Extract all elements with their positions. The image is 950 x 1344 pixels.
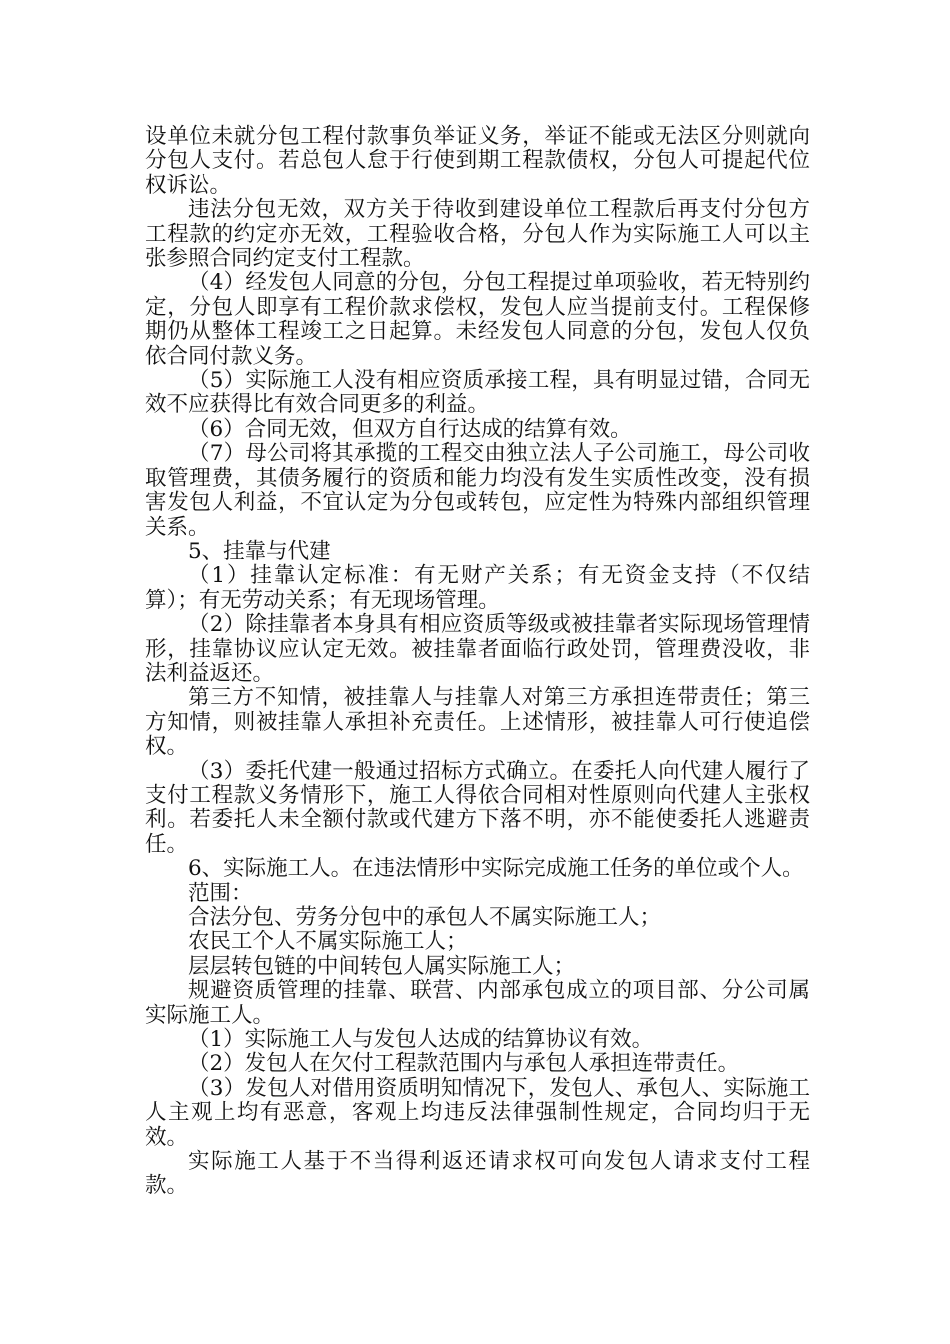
paragraph: 违法分包无效，双方关于待收到建设单位工程款后再支付分包方工程款的约定亦无效，工程验收合格，分包人作为实际施工人可以主张参照合同约定支付工程款。	[145, 197, 810, 272]
paragraph: 规避资质管理的挂靠、联营、内部承包成立的项目部、分公司属实际施工人。	[145, 978, 810, 1028]
paragraph: 层层转包链的中间转包人属实际施工人；	[188, 953, 576, 979]
paragraph: 合法分包、劳务分包中的承包人不属实际施工人；	[188, 905, 662, 930]
paragraph: 设单位未就分包工程付款事负举证义务，举证不能或无法区分则就向分包人支付。若总包人怠于行使到期工程款债权，分包人可提起代位权诉讼。	[145, 124, 810, 198]
paragraph: （4）经发包人同意的分包，分包工程提过单项验收，若无特别约定，分包人即享有工程价款求偿权，发包人应当提前支付。工程保修期仍从整体工程竣工之日起算。未经发包人同意的分包，发包人仅负依合同付款义务。	[145, 270, 810, 369]
document-body	[145, 125, 810, 1199]
paragraph: 第三方不知情，被挂靠人与挂靠人对第三方承担连带责任；第三方知情，则被挂靠人承担补充责任。上述情形，被挂靠人可行使追偿权。	[145, 685, 810, 760]
section-heading: 6、实际施工人。在违法情形中实际完成施工任务的单位或个人。	[188, 856, 804, 882]
paragraph: （6）合同无效，但双方自行达成的结算有效。	[188, 416, 632, 442]
paragraph: （3）发包人对借用资质明知情况下，发包人、承包人、实际施工人主观上均有恶意，客观上均违反法律强制性规定，合同均归于无效。	[145, 1075, 810, 1150]
paragraph: （1）挂靠认定标准：有无财产关系；有无资金支持（不仅结算）；有无劳动关系；有无现场管理。	[145, 563, 810, 613]
paragraph: （1）实际施工人与发包人达成的结算协议有效。	[188, 1027, 654, 1053]
paragraph: （7）母公司将其承揽的工程交由独立法人子公司施工，母公司收取管理费，其债务履行的资质和能力均没有发生实质性改变，没有损害发包人利益，不宜认定为分包或转包，应定性为特殊内部组织管理关系。	[145, 441, 810, 540]
paragraph: （2）发包人在欠付工程款范围内与承包人承担连带责任。	[188, 1051, 740, 1077]
paragraph: 农民工个人不属实际施工人；	[188, 929, 468, 955]
paragraph: （5）实际施工人没有相应资质承接工程，具有明显过错，合同无效不应获得比有效合同更多的利益。	[145, 368, 810, 418]
section-heading: 5、挂靠与代建	[188, 538, 331, 564]
paragraph: 范围：	[188, 880, 253, 906]
paragraph: （3）委托代建一般通过招标方式确立。在委托人向代建人履行了支付工程款义务情形下，施工人得依合同相对性原则向代建人主张权利。若委托人未全额付款或代建方下落不明，亦不能使委托人逃避责任。	[145, 758, 810, 857]
paragraph: （2）除挂靠者本身具有相应资质等级或被挂靠者实际现场管理情形，挂靠协议应认定无效。被挂靠者面临行政处罚，管理费没收，非法利益返还。	[145, 612, 810, 686]
paragraph: 实际施工人基于不当得利返还请求权可向发包人请求支付工程款。	[145, 1149, 810, 1199]
